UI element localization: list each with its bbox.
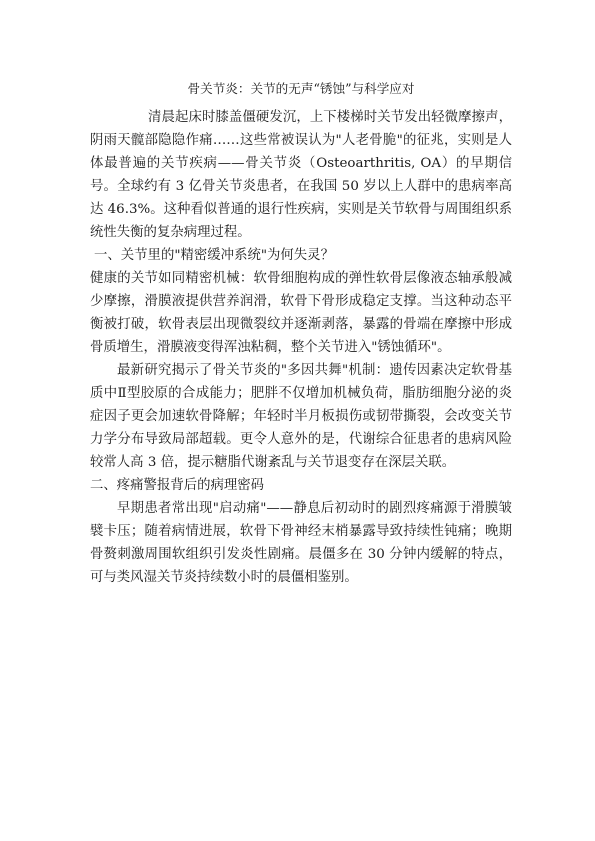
section-2-heading: 二、疼痛警报背后的病理密码 — [90, 478, 265, 493]
document-page — [90, 70, 512, 589]
section-1-paragraph-2: 最新研究揭示了骨关节炎的"多因共舞"机制：遗传因素决定软骨基质中Ⅱ型胶原的合成能力；肥胖不仅增加机械负荷，脂肪细胞分泌的炎症因子更会加速软骨降解；年轻时半月板损伤或韧带撕裂，会改变关节力学分布导致局部超载。更令人意外的是，代谢综合征患者的患病风险较常人高 3 倍，提示糖脂代谢紊乱与关节退变存在深层关联。 — [90, 363, 512, 470]
section-1-paragraph-1: 健康的关节如同精密机械：软骨细胞构成的弹性软骨层像液态轴承般减少摩擦，滑膜液提供营养润滑，软骨下骨形成稳定支撑。当这种动态平衡被打破，软骨表层出现微裂纹并逐渐剥落，暴露的骨端在摩擦中形成骨质增生，滑膜液变得浑浊粘稠，整个关节进入"锈蚀循环"。 — [90, 271, 512, 355]
document-title: 骨关节炎：关节的无声“锈蚀”与科学应对 — [187, 81, 415, 96]
intro-paragraph: 清晨起床时膝盖僵硬发沉，上下楼梯时关节发出轻微摩擦声，阴雨天髋部隐隐作痛……这些常被误认为"人老骨脆"的征兆，实则是人体最普遍的关节疾病——骨关节炎（Osteoarthritis, OA）的早期信号。全球约有 3 亿骨关节炎患者，在我国 50 岁以上人群中的患病率高达 46.3%。这种看似普通的退行性疾病，实则是关节软骨与周围组织系统性失衡的复杂病理过程。 — [90, 110, 512, 240]
section-1-heading: 一、关节里的"精密缓冲系统"为何失灵？ — [94, 248, 334, 263]
section-2-paragraph-1: 早期患者常出现"启动痛"——静息后初动时的剧烈疼痛源于滑膜皱襞卡压；随着病情进展，软骨下骨神经末梢暴露导致持续性钝痛；晚期骨赘刺激周围软组织引发炎性剧痛。晨僵多在 30 分钟内缓解的特点，可与类风湿关节炎持续数小时的晨僵相鉴别。 — [90, 501, 512, 585]
